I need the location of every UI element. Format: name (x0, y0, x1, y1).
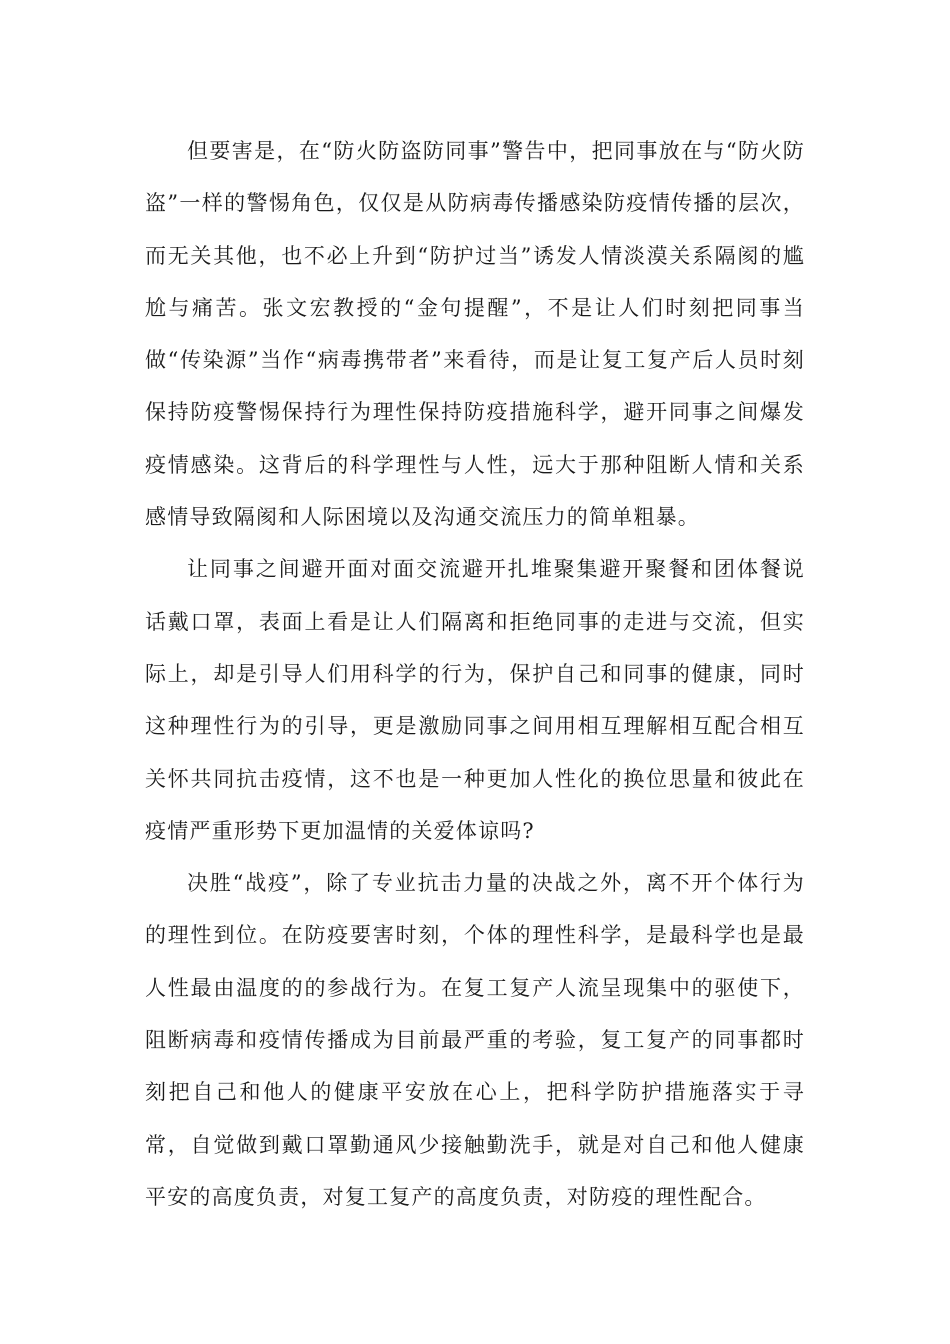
paragraph-2: 让同事之间避开面对面交流避开扎堆聚集避开聚餐和团体餐说话戴口罩，表面上看是让人们隔离和拒绝同事的走进与交流，但实际上，却是引导人们用科学的行为，保护自己和同事的健康，同时这种理性行为的引导，更是激励同事之间用相互理解相互配合相互关怀共同抗击疫情，这不也是一种更加人性化的换位思量和彼此在疫情严重形势下更加温情的关爱体谅吗? (145, 557, 805, 843)
paragraph-3: 决胜“战疫”，除了专业抗击力量的决战之外，离不开个体行为的理性到位。在防疫要害时刻，个体的理性科学，是最科学也是最人性最由温度的的参战行为。在复工复产人流呈现集中的驱使下，阻断病毒和疫情传播成为目前最严重的考验，复工复产的同事都时刻把自己和他人的健康平安放在心上，把科学防护措施落实于寻常，自觉做到戴口罩勤通风少接触勤洗手，就是对自己和他人健康平安的高度负责，对复工复产的高度负责，对防疫的理性配合。 (145, 871, 805, 1209)
document-body (145, 125, 805, 1223)
paragraph-1: 但要害是，在“防火防盗防同事”警告中，把同事放在与“防火防盗”一样的警惕角色，仅仅是从防病毒传播感染防疫情传播的层次，而无关其他，也不必上升到“防护过当”诱发人情淡漠关系隔阂的尴尬与痛苦。张文宏教授的“金句提醒”，不是让人们时刻把同事当做“传染源”当作“病毒携带者”来看待，而是让复工复产后人员时刻保持防疫警惕保持行为理性保持防疫措施科学，避开同事之间爆发疫情感染。这背后的科学理性与人性，远大于那种阻断人情和关系感情导致隔阂和人际困境以及沟通交流压力的简单粗暴。 (145, 139, 805, 530)
